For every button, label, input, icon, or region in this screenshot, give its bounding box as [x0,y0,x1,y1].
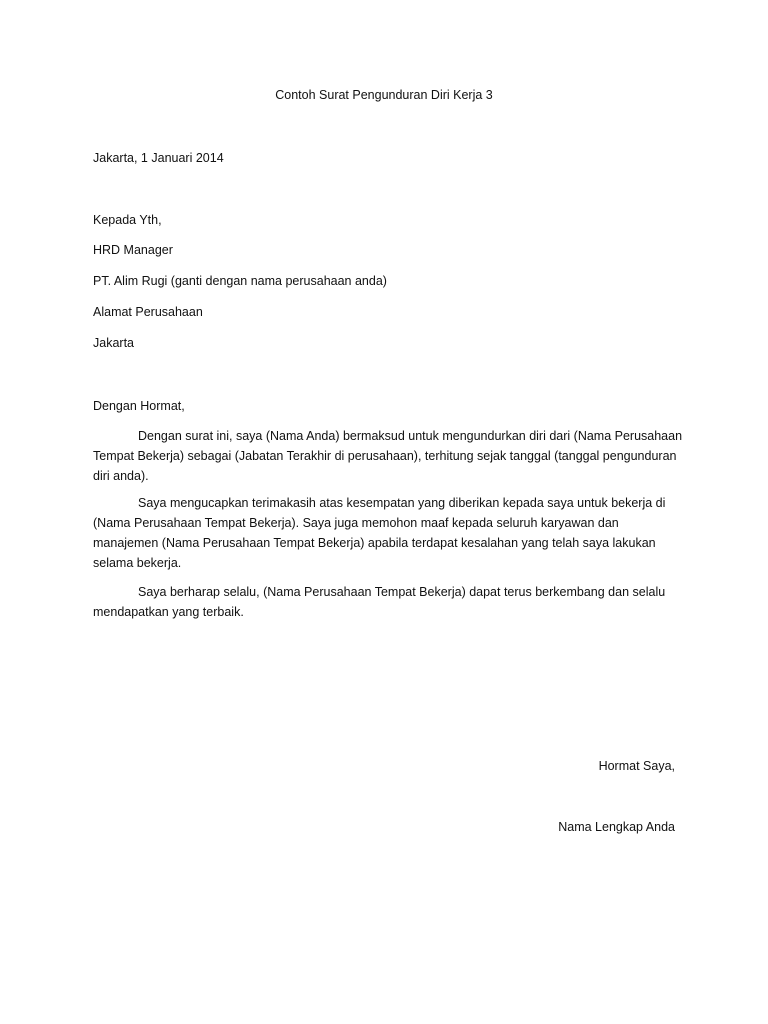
body-paragraph [93,493,683,573]
document-title: Contoh Surat Pengunduran Diri Kerja 3 [275,88,493,102]
signature-name: Nama Lengkap Anda [558,820,675,834]
paragraph-text: Saya mengucapkan terimakasih atas kesempatan yang diberikan kepada saya untuk bekerja di (Nama Perusahaan Tempat Bekerja). Saya juga memohon maaf kepada seluruh karyawan dan manajemen (Nama Perusahaan Tempat Bekerja) apabila terdapat kesalahan yang telah saya lakukan selama bekerja. [93,496,666,570]
paragraph-text: Dengan surat ini, saya (Nama Anda) bermaksud untuk mengundurkan diri dari (Nama Perusahaan Tempat Bekerja) sebagai (Jabatan Terakhir di perusahaan), terhitung sejak tanggal (tanggal pengunduran diri anda). [93,429,683,483]
greeting: Dengan Hormat, [93,399,185,413]
recipient-position: HRD Manager [93,243,173,257]
body-paragraph [93,582,683,622]
closing: Hormat Saya, [598,759,675,773]
recipient-salutation: Kepada Yth, [93,213,162,227]
recipient-address: Alamat Perusahaan [93,305,203,319]
letter-date: Jakarta, 1 Januari 2014 [93,151,224,165]
body-paragraph [93,426,683,486]
recipient-company: PT. Alim Rugi (ganti dengan nama perusahaan anda) [93,274,387,288]
recipient-city: Jakarta [93,336,134,350]
paragraph-text: Saya berharap selalu, (Nama Perusahaan Tempat Bekerja) dapat terus berkembang dan selalu mendapatkan yang terbaik. [93,585,666,619]
